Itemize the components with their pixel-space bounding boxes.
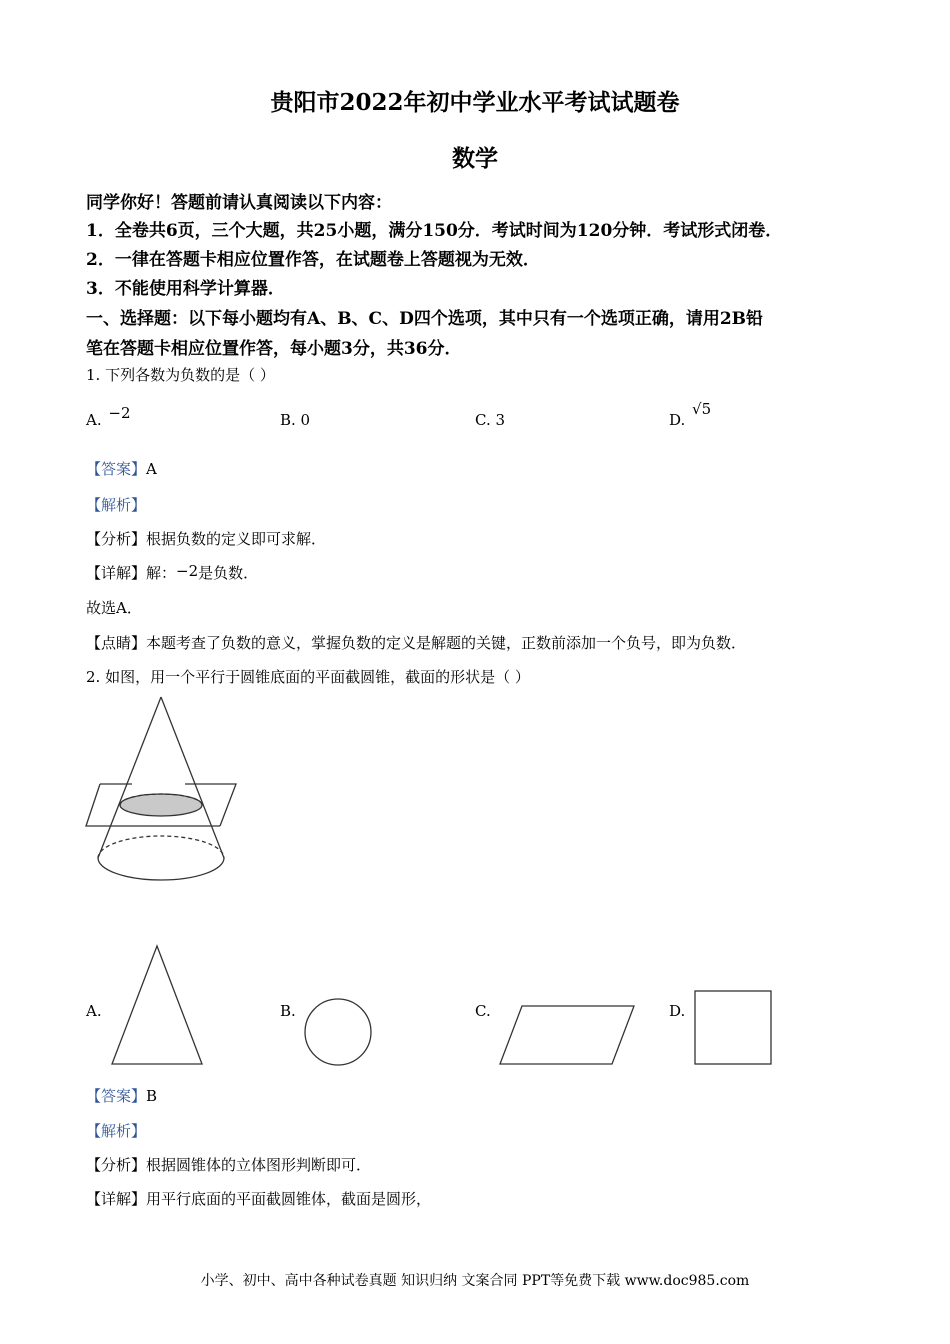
q1-option-a-label: A. bbox=[86, 411, 102, 429]
q1-stem: 1. 下列各数为负数的是（ ） bbox=[86, 366, 275, 384]
q1-option-b: B. 0 bbox=[280, 411, 311, 429]
q2-fenxi bbox=[86, 1154, 371, 1175]
q2-answer bbox=[86, 1085, 157, 1106]
q1-dianjing-tag: 【点睛】 bbox=[86, 634, 147, 652]
q2-option-a-label: A. bbox=[86, 1002, 102, 1020]
q1-option-d-label: D. bbox=[669, 411, 686, 429]
q2-jiexi-tag: 【解析】 bbox=[86, 1122, 147, 1140]
square-shape bbox=[695, 991, 771, 1064]
triangle-shape bbox=[112, 946, 202, 1064]
q1-option-a-value: −2 bbox=[108, 404, 131, 422]
q2-xiangjie-tag: 【详解】 bbox=[86, 1190, 147, 1208]
q2-xiangjie bbox=[86, 1188, 431, 1209]
q2-fenxi-text: 根据圆锥体的立体图形判断即可． bbox=[146, 1156, 372, 1174]
q1-fenxi-text: 根据负数的定义即可求解． bbox=[146, 530, 327, 548]
subject-title: 数学 bbox=[452, 145, 498, 172]
q2-xiangjie-text: 用平行底面的平面截圆锥体，截面是圆形， bbox=[146, 1190, 432, 1208]
q1-option-c: C. 3 bbox=[475, 411, 506, 429]
q1-dianjing-text: 本题考查了负数的意义，掌握负数的定义是解题的关键，正数前添加一个负号，即为负数． bbox=[146, 634, 747, 652]
q1-answer-tag: 【答案】 bbox=[86, 460, 147, 478]
page-title: 贵阳市2022年初中学业水平考试试题卷 bbox=[270, 89, 680, 116]
instruction-item-3: 3．不能使用科学计算器． bbox=[86, 279, 285, 299]
page-footer: 小学、初中、高中各种试卷真题 知识归纳 文案合同 PPT等免费下载 www.doc985.com bbox=[200, 1273, 750, 1289]
q2-stem: 2. 如图，用一个平行于圆锥底面的平面截圆锥，截面的形状是（ ） bbox=[86, 668, 530, 686]
q1-fenxi-tag: 【分析】 bbox=[86, 530, 147, 548]
q1-jiexi-tag: 【解析】 bbox=[86, 496, 147, 514]
q2-answer-value: B bbox=[146, 1087, 158, 1105]
q1-xiangjie-tag: 【详解】 bbox=[86, 564, 147, 582]
q1-xiangjie-prefix: 解： bbox=[146, 564, 177, 582]
section-heading-line2: 笔在答题卡相应位置作答，每小题3分，共36分． bbox=[86, 339, 462, 359]
q1-xiangjie-math: −2 bbox=[176, 562, 199, 580]
q1-conclusion: 故选A． bbox=[86, 599, 142, 617]
q1-option-d-value: √5 bbox=[692, 400, 712, 418]
section-heading-line1: 一、选择题：以下每小题均有A、B、C、D四个选项，其中只有一个选项正确，请用2B铅 bbox=[86, 309, 764, 329]
q2-answer-tag: 【答案】 bbox=[86, 1087, 147, 1105]
q2-option-b-label: B. bbox=[280, 1002, 296, 1020]
instruction-item-1: 1．全卷共6页，三个大题，共25小题，满分150分．考试时间为120分钟．考试形式闭卷． bbox=[86, 221, 783, 241]
q2-fenxi-tag: 【分析】 bbox=[86, 1156, 147, 1174]
q2-option-c-label: C. bbox=[475, 1002, 491, 1020]
instruction-item-2: 2．一律在答题卡相应位置作答，在试题卷上答题视为无效． bbox=[86, 250, 540, 270]
parallelogram-shape bbox=[500, 1006, 634, 1064]
instructions-greeting: 同学你好！答题前请认真阅读以下内容： bbox=[86, 193, 392, 213]
q2-option-d-label: D. bbox=[669, 1002, 686, 1020]
q1-xiangjie-suffix: 是负数． bbox=[198, 564, 259, 582]
q1-answer-value: A bbox=[146, 460, 157, 478]
circle-shape bbox=[305, 999, 371, 1065]
